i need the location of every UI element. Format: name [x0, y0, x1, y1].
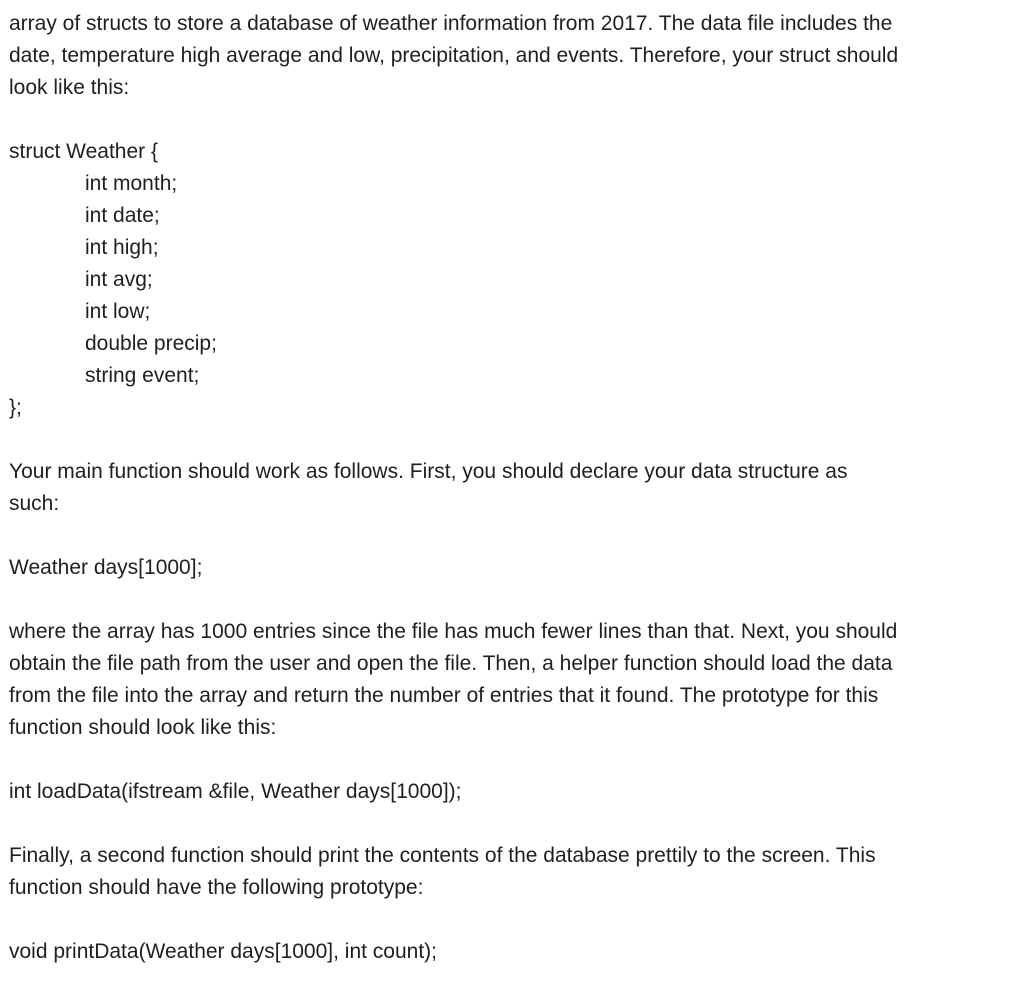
load-data-prototype: int loadData(ifstream &file, Weather days[1000]); — [9, 780, 462, 803]
struct-field: string event; — [85, 364, 200, 387]
array-declaration: Weather days[1000]; — [9, 556, 203, 579]
intro-line: look like this: — [9, 76, 130, 99]
spacer — [9, 808, 1020, 840]
struct-close: }; — [9, 396, 22, 419]
intro-line: array of structs to store a database of weather information from 2017. The data file includes the — [9, 12, 893, 35]
where-paragraph — [9, 616, 1020, 744]
spacer — [9, 520, 1020, 552]
struct-definition — [9, 136, 1020, 424]
spacer — [9, 584, 1020, 616]
struct-field: int date; — [85, 204, 160, 227]
struct-open: struct Weather { — [9, 140, 159, 163]
spacer — [9, 424, 1020, 456]
main-line: such: — [9, 492, 60, 515]
where-line: obtain the file path from the user and open the file. Then, a helper function should load the data — [9, 652, 893, 675]
where-line: from the file into the array and return the number of entries that it found. The prototype for this — [9, 684, 879, 707]
main-function-paragraph — [9, 456, 1020, 520]
spacer — [9, 744, 1020, 776]
struct-field: int low; — [85, 300, 151, 323]
where-line: function should look like this: — [9, 716, 277, 739]
spacer — [9, 904, 1020, 936]
spacer — [9, 104, 1020, 136]
struct-field: int month; — [85, 172, 178, 195]
print-data-prototype: void printData(Weather days[1000], int count); — [9, 940, 438, 963]
main-line: Your main function should work as follows. First, you should declare your data structure as — [9, 460, 848, 483]
struct-field: int high; — [85, 236, 159, 259]
finally-paragraph — [9, 840, 1020, 904]
struct-field: int avg; — [85, 268, 153, 291]
where-line: where the array has 1000 entries since the file has much fewer lines than that. Next, you should — [9, 620, 898, 643]
intro-paragraph — [9, 8, 1020, 104]
finally-line: Finally, a second function should print the contents of the database prettily to the screen. This — [9, 844, 876, 867]
finally-line: function should have the following prototype: — [9, 876, 424, 899]
intro-line: date, temperature high average and low, precipitation, and events. Therefore, your struct should — [9, 44, 899, 67]
struct-field: double precip; — [85, 332, 217, 355]
